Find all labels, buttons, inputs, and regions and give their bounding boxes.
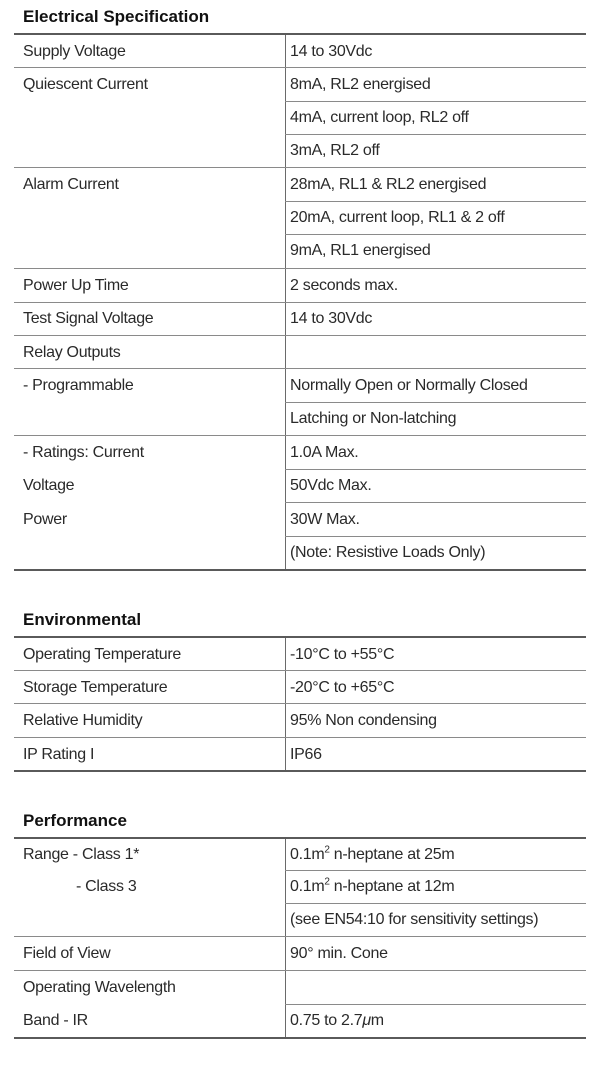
power-up-time-label: Power Up Time [23,277,129,294]
ratings-power-value: 30W Max. [290,511,360,528]
programmable-value: Latching or Non-latching [290,410,457,427]
section-title-environmental: Environmental [23,610,142,629]
range-class1-value-suffix: n-heptane at 25m [329,846,455,863]
programmable-value: Normally Open or Normally Closed [290,377,528,394]
column-divider [285,839,286,1038]
alarm-current-value: 20mA, current loop, RL1 & 2 off [290,209,505,226]
divider [14,368,586,369]
programmable-label: - Programmable [23,377,134,394]
range-class1-value-sup: 2 [324,844,330,856]
alarm-current-label: Alarm Current [23,176,119,193]
supply-voltage-value: 14 to 30Vdc [290,43,373,60]
divider [14,335,586,336]
divider [14,167,586,168]
column-divider [285,638,286,770]
test-signal-voltage-label: Test Signal Voltage [23,310,154,327]
alarm-current-value: 9mA, RL1 energised [290,242,431,259]
relay-outputs-label: Relay Outputs [23,344,121,361]
divider [14,302,586,303]
test-signal-voltage-value: 14 to 30Vdc [290,310,373,327]
range-class3-value [290,877,454,897]
quiescent-current-value: 8mA, RL2 energised [290,76,431,93]
ratings-current-label: - Ratings: Current [23,444,144,461]
divider [14,33,586,35]
divider [14,435,586,436]
divider [285,469,586,470]
ip-rating-label: IP Rating I [23,746,95,763]
band-ir-value-suffix: m [370,1012,384,1029]
ratings-note: (Note: Resistive Loads Only) [290,544,486,561]
range-class3-value-suffix: n-heptane at 12m [329,878,455,895]
ratings-voltage-label: Voltage [23,477,75,494]
divider [14,970,586,971]
divider [14,636,586,638]
ratings-current-value: 1.0A Max. [290,444,359,461]
divider [14,268,586,269]
ip-rating-value: IP66 [290,746,322,763]
alarm-current-value: 28mA, RL1 & RL2 energised [290,176,487,193]
quiescent-current-value: 4mA, current loop, RL2 off [290,109,469,126]
range-class1-value [290,845,454,865]
divider [285,502,586,503]
divider [14,67,586,68]
divider [285,201,586,202]
relative-humidity-label: Relative Humidity [23,712,143,729]
divider [14,770,586,772]
divider [285,101,586,102]
band-ir-value [290,1011,384,1031]
divider [285,234,586,235]
ratings-power-label: Power [23,511,67,528]
divider [285,536,586,537]
band-ir-value-unit: μ [362,1012,371,1029]
power-up-time-value: 2 seconds max. [290,277,398,294]
operating-wavelength-label: Operating Wavelength [23,979,176,996]
divider [14,569,586,571]
divider [285,1004,586,1005]
range-class3-note: (see EN54:10 for sensitivity settings) [290,911,539,928]
range-class3-label: - Class 3 [76,878,137,895]
range-class3-value-prefix: 0.1m [290,878,325,895]
storage-temperature-label: Storage Temperature [23,679,168,696]
field-of-view-label: Field of View [23,945,111,962]
divider [14,936,586,937]
field-of-view-value: 90° min. Cone [290,945,388,962]
divider [14,837,586,839]
section-title-performance: Performance [23,811,127,830]
divider [285,903,586,904]
divider [285,870,586,871]
operating-temperature-value: -10°C to +55°C [290,646,395,663]
relative-humidity-value: 95% Non condensing [290,712,437,729]
divider [285,402,586,403]
band-ir-value-prefix: 0.75 to 2.7 [290,1012,363,1029]
range-class1-label: Range - Class 1* [23,846,140,863]
divider [14,670,586,671]
storage-temperature-value: -20°C to +65°C [290,679,395,696]
operating-temperature-label: Operating Temperature [23,646,181,663]
section-title-electrical: Electrical Specification [23,7,210,26]
divider [285,134,586,135]
divider [14,737,586,738]
ratings-voltage-value: 50Vdc Max. [290,477,372,494]
quiescent-current-label: Quiescent Current [23,76,148,93]
divider [14,1037,586,1039]
range-class1-value-prefix: 0.1m [290,846,325,863]
supply-voltage-label: Supply Voltage [23,43,126,60]
band-ir-label: Band - IR [23,1012,88,1029]
divider [14,703,586,704]
range-class3-value-sup: 2 [324,876,330,888]
quiescent-current-value: 3mA, RL2 off [290,142,380,159]
